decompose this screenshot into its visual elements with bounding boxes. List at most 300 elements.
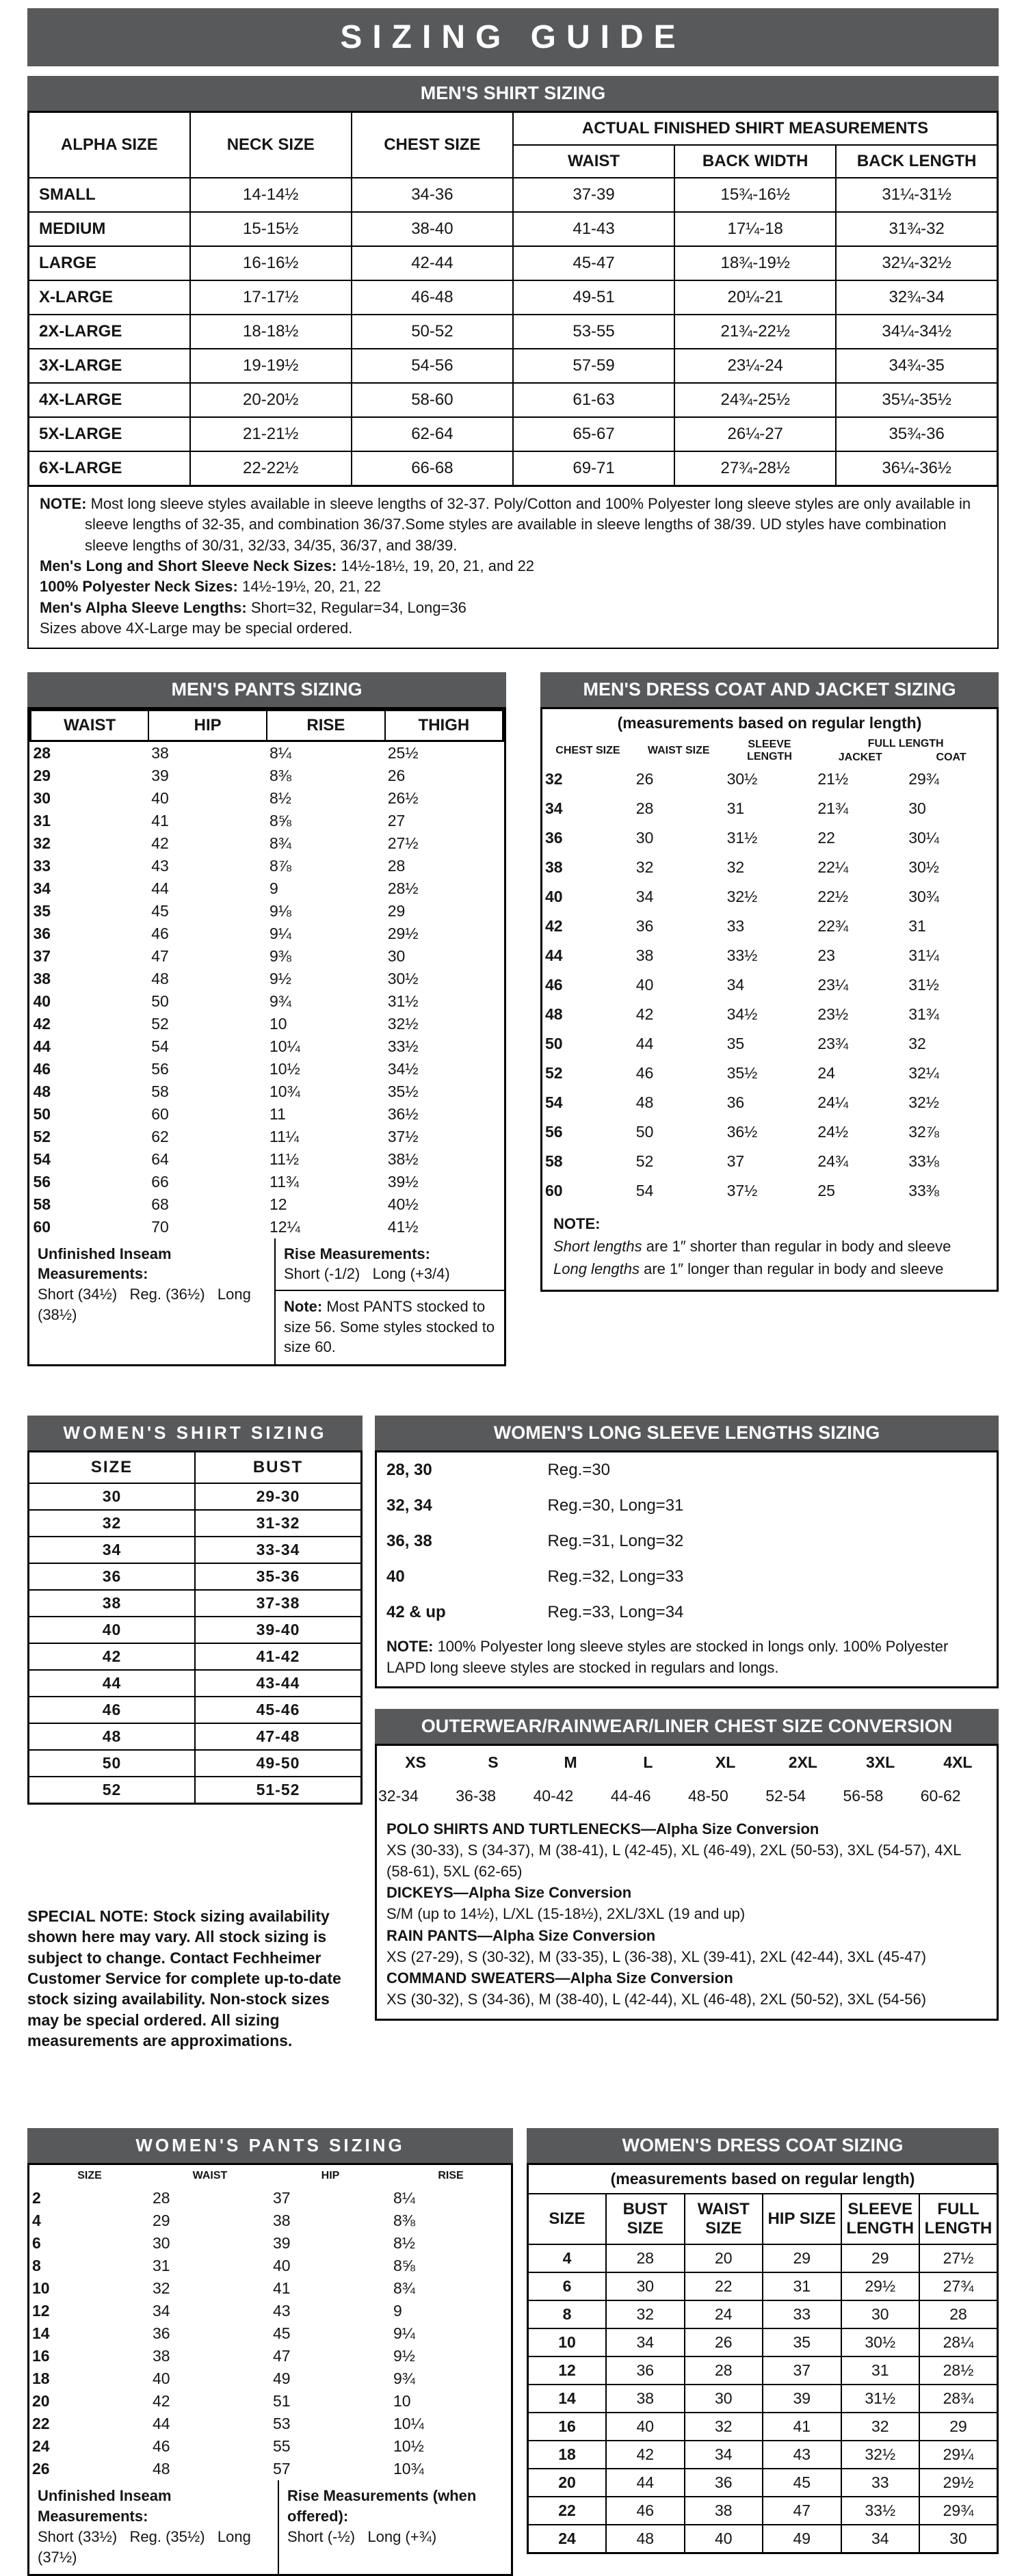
table-cell: 28½	[919, 2356, 998, 2385]
table-cell: 33	[33, 856, 51, 875]
table-cell: 6X-LARGE	[29, 451, 190, 486]
table-row	[528, 2244, 998, 2272]
column-header: 4XL	[943, 1753, 973, 1771]
table-cell: 23¼	[817, 975, 849, 994]
table-cell: 32	[153, 2279, 170, 2298]
table-row	[542, 1117, 997, 1147]
table-subtitle-row	[528, 2164, 998, 2194]
table-cell: 20¼-21	[674, 280, 836, 315]
note-emphasis: Short lengths	[553, 1237, 642, 1255]
womens-sleeve-table	[377, 1452, 997, 1630]
note-label: NOTE:	[40, 495, 87, 512]
table-cell: 12¼	[269, 1217, 300, 1236]
table-cell: 10	[32, 2279, 50, 2298]
table-cell: 23¾	[817, 1034, 849, 1052]
table-cell: 58	[33, 1195, 51, 1213]
table-row	[29, 451, 998, 486]
column-header: CHEST SIZE	[352, 112, 513, 178]
column-header: M	[564, 1753, 577, 1771]
table-cell: 9¾	[269, 992, 291, 1010]
table-cell: 23	[817, 946, 835, 964]
table-cell: 64	[151, 1150, 169, 1168]
table-cell: 31½	[726, 828, 758, 847]
table-cell: 45-46	[195, 1697, 362, 1723]
table-cell: 30½	[841, 2328, 920, 2356]
table-cell: 37-39	[513, 178, 674, 212]
column-header: WAIST	[192, 2170, 228, 2182]
table-row	[29, 315, 998, 349]
column-header: BACK WIDTH	[674, 145, 836, 178]
table-row	[31, 922, 503, 945]
rise-values: Short (-½) Long (+¾)	[287, 2527, 437, 2545]
column-header: FULL LENGTH	[919, 2194, 998, 2244]
table-row	[29, 2390, 511, 2413]
table-cell: 44-46	[610, 1786, 651, 1805]
table-row	[31, 787, 503, 810]
table-row	[542, 1029, 997, 1059]
table-cell: 25	[817, 1181, 835, 1199]
table-cell: 62	[151, 1127, 169, 1145]
table-cell: Reg.=31, Long=32	[547, 1531, 684, 1550]
table-cell: 29	[387, 901, 406, 920]
table-row	[542, 970, 997, 1000]
table-row	[528, 2328, 998, 2356]
table-cell: 37½	[387, 1127, 419, 1145]
note-line	[40, 618, 986, 639]
inseam-label: Unfinished Inseam Measurements:	[38, 2487, 172, 2525]
table-cell: 20	[528, 2469, 607, 2497]
table-cell: 24	[528, 2525, 607, 2553]
table-cell: 30	[153, 2234, 170, 2253]
table-cell: 29	[763, 2244, 841, 2272]
table-cell: 10¼	[269, 1037, 300, 1055]
table-cell: 47	[763, 2497, 841, 2525]
table-cell: 2	[32, 2189, 41, 2207]
table-cell: 28¾	[919, 2385, 998, 2413]
table-row	[29, 1670, 362, 1697]
table-cell: 14	[32, 2324, 50, 2343]
table-cell: 48	[33, 1082, 51, 1100]
womens-pants-section	[27, 2128, 513, 2576]
table-cell: 26¼-27	[674, 417, 836, 451]
table-row	[542, 941, 997, 970]
column-group-header: FULL LENGTH	[867, 737, 944, 749]
inseam-label: Unfinished Inseam Measurements:	[38, 1245, 172, 1283]
table-cell: 38	[29, 1590, 196, 1617]
table-cell: 10¼	[393, 2415, 424, 2433]
table-cell: 10	[393, 2392, 411, 2411]
rise-label: Rise Measurements (when offered):	[287, 2487, 477, 2525]
table-cell: 33⅛	[908, 1152, 939, 1170]
table-cell: 37	[726, 1152, 745, 1170]
womens-shirt-title: WOMEN'S SHIRT SIZING	[27, 1416, 363, 1450]
table-cell: 8⅝	[269, 811, 291, 829]
table-row	[377, 1488, 997, 1524]
table-cell: 25½	[387, 743, 419, 762]
table-cell: 21¾-22½	[674, 315, 836, 349]
column-group-header: ACTUAL FINISHED SHIRT MEASUREMENTS	[513, 112, 998, 146]
table-header-row	[377, 1746, 997, 1779]
mens-coat-table	[542, 709, 997, 1206]
table-cell: 32	[635, 858, 654, 876]
table-cell: 38-40	[352, 212, 513, 246]
table-cell: 33½	[841, 2497, 920, 2525]
table-row	[29, 2435, 511, 2458]
table-cell: 24¾-25½	[674, 383, 836, 417]
table-cell: 34	[726, 975, 745, 994]
table-row	[542, 1059, 997, 1088]
table-cell: 17¼-18	[674, 212, 836, 246]
table-cell: 23½	[817, 1005, 849, 1023]
table-cell: 9	[393, 2302, 402, 2320]
table-cell: 16-16½	[190, 246, 352, 280]
table-cell: 12	[528, 2356, 607, 2385]
table-cell: 37	[763, 2356, 841, 2385]
column-header: CHEST SIZE	[555, 744, 620, 756]
table-row	[377, 1559, 997, 1595]
table-row	[29, 1697, 362, 1723]
conversion-title: RAIN PANTS—Alpha Size Conversion	[386, 1926, 656, 1944]
table-cell: 58	[545, 1152, 563, 1170]
table-cell: 40	[29, 1617, 196, 1643]
table-cell: MEDIUM	[29, 212, 190, 246]
table-cell: 32	[545, 769, 563, 788]
table-cell: 32	[33, 834, 51, 852]
table-row	[31, 945, 503, 968]
table-cell: 36	[153, 2324, 170, 2343]
table-row	[542, 882, 997, 912]
table-subtitle: (measurements based on regular length)	[528, 2164, 998, 2194]
table-cell: 32½	[841, 2441, 920, 2469]
table-cell: 48	[635, 1093, 654, 1111]
table-cell: 28	[635, 799, 654, 817]
table-cell: 50-52	[352, 315, 513, 349]
table-row	[528, 2300, 998, 2328]
table-cell: 41½	[387, 1217, 419, 1236]
table-header-row	[542, 737, 997, 751]
table-cell: 10	[528, 2328, 607, 2356]
column-header: JACKET	[838, 751, 882, 763]
table-cell: 29½	[919, 2469, 998, 2497]
column-header: ALPHA SIZE	[29, 112, 190, 178]
table-cell: 33½	[387, 1037, 419, 1055]
mens-coat-title: MEN'S DRESS COAT AND JACKET SIZING	[540, 672, 999, 707]
column-header: RISE	[438, 2170, 464, 2182]
womens-pants-title: WOMEN'S PANTS SIZING	[27, 2128, 513, 2163]
womens-coat-title: WOMEN'S DRESS COAT SIZING	[527, 2128, 999, 2163]
table-cell: 42	[153, 2392, 170, 2411]
table-cell: 32	[726, 858, 745, 876]
table-cell: 10¾	[269, 1082, 300, 1100]
table-cell: 68	[151, 1195, 169, 1213]
table-cell: 30	[685, 2385, 763, 2413]
table-cell: 8¾	[269, 834, 291, 852]
table-cell: 37½	[726, 1181, 758, 1199]
conversion-title: COMMAND SWEATERS—Alpha Size Conversion	[386, 1969, 733, 1987]
table-cell: 18	[528, 2441, 607, 2469]
table-cell: 38	[635, 946, 654, 964]
table-cell: 9½	[269, 969, 291, 987]
table-cell: 9⅜	[269, 946, 291, 965]
table-cell: 6	[32, 2234, 41, 2253]
rise-measurements-cell	[276, 1238, 504, 1291]
table-cell: 43-44	[195, 1670, 362, 1697]
table-cell: 35	[33, 901, 51, 920]
table-cell: 62-64	[352, 417, 513, 451]
table-cell: 50	[635, 1122, 654, 1141]
table-cell: 22	[32, 2415, 50, 2433]
table-cell: 31	[841, 2356, 920, 2385]
table-cell: 30¼	[908, 828, 939, 847]
table-row	[29, 2232, 511, 2255]
table-subtitle: (measurements based on regular length)	[617, 713, 922, 732]
table-cell: 29	[841, 2244, 920, 2272]
conversion-text: XS (30-33), S (34-37), M (38-41), L (42-45), XL (46-49), 2XL (50-53), 3XL (54-57), 4XL (58-61), 5XL (62-65)	[386, 1841, 961, 1881]
table-cell: 30½	[908, 858, 939, 876]
rise-measurements	[279, 2480, 511, 2574]
table-cell: 10½	[393, 2437, 424, 2456]
table-cell: 27½	[387, 834, 419, 852]
table-cell: 37	[33, 946, 51, 965]
column-header: COAT	[936, 751, 966, 763]
table-cell: 31	[763, 2272, 841, 2300]
table-cell: 34	[606, 2328, 685, 2356]
table-cell: 29½	[841, 2272, 920, 2300]
table-cell: 30	[387, 946, 406, 965]
table-cell: 50	[33, 1104, 51, 1123]
table-row	[542, 794, 997, 823]
table-cell: 21½	[817, 769, 849, 788]
table-row	[31, 855, 503, 877]
table-cell: 20-20½	[190, 383, 352, 417]
table-cell: 29	[33, 766, 51, 784]
table-cell: 34	[33, 879, 51, 897]
table-cell: 30	[919, 2525, 998, 2553]
table-cell: 60-62	[920, 1786, 961, 1805]
table-cell: 8⅝	[393, 2257, 415, 2275]
note-label: NOTE:	[386, 1637, 434, 1655]
table-cell: 15-15½	[190, 212, 352, 246]
table-cell: 42	[635, 1005, 654, 1023]
rise-label: Rise Measurements:	[284, 1245, 430, 1262]
table-cell: 56	[33, 1172, 51, 1191]
table-cell: 28	[153, 2189, 170, 2207]
womens-shirt-section	[27, 1416, 363, 2067]
table-row	[542, 1147, 997, 1176]
table-cell: 30	[908, 799, 926, 817]
table-cell: 30¾	[908, 887, 939, 905]
table-cell: 26	[387, 766, 406, 784]
table-cell: Reg.=33, Long=34	[547, 1602, 684, 1621]
table-cell: 39	[151, 766, 169, 784]
table-cell: 8¼	[393, 2189, 415, 2207]
table-row	[29, 2345, 511, 2367]
table-cell: 35¼-35½	[836, 383, 997, 417]
table-row	[31, 1148, 503, 1171]
table-cell: 8¾	[393, 2279, 415, 2298]
table-cell: 22	[528, 2497, 607, 2525]
table-row	[542, 1176, 997, 1206]
table-cell: 34¼-34½	[836, 315, 997, 349]
special-note: SPECIAL NOTE: Stock sizing availability shown here may vary. All stock sizing is subject to change. Contact Fechheimer Customer Service for complete up-to-date stock sizing availability. Non-stock sizes may be special ordered. All sizing measurements are approximations.	[27, 1907, 341, 2050]
table-row	[31, 1103, 503, 1126]
table-cell: 40½	[387, 1195, 419, 1213]
table-cell: 10¾	[393, 2460, 424, 2478]
table-cell: 44	[33, 1037, 51, 1055]
table-row	[31, 900, 503, 922]
mens-pants-title: MEN'S PANTS SIZING	[27, 672, 506, 707]
rise-values: Short (-1/2) Long (+3/4)	[284, 1265, 450, 1283]
table-row	[542, 765, 997, 794]
table-cell: 40	[33, 992, 51, 1010]
table-cell: 41-42	[195, 1643, 362, 1670]
table-cell: 23¼-24	[674, 349, 836, 383]
table-cell: 31¼	[908, 946, 939, 964]
table-cell: 60	[151, 1104, 169, 1123]
table-cell: 31	[908, 916, 926, 935]
table-cell: 38	[153, 2347, 170, 2365]
table-cell: 40	[635, 975, 654, 994]
table-row	[29, 383, 998, 417]
conversion-title: POLO SHIRTS AND TURTLENECKS—Alpha Size Conversion	[386, 1820, 819, 1837]
note-text: Most long sleeve styles available in sleeve lengths of 32-37. Poly/Cotton and 100% Polyester long sleeve styles are only available in sleeve lengths of 32-35, and combination 36/37.Some styles are available in sleeve lengths of 38/39. UD styles have combination sleeve lengths of 30/31, 32/33, 34/35, 36/37, and 38/39.	[85, 495, 971, 554]
table-row	[528, 2441, 998, 2469]
table-cell: 9	[269, 879, 278, 897]
table-cell: 41	[151, 811, 169, 829]
column-header: HIP	[321, 2170, 340, 2182]
table-cell: 49	[763, 2525, 841, 2553]
table-cell: 45	[273, 2324, 291, 2343]
womens-sleeve-outerwear-column	[375, 1416, 999, 2067]
table-cell: 34	[841, 2525, 920, 2553]
table-cell: 8¼	[269, 743, 291, 762]
table-cell: 32¼	[908, 1063, 939, 1082]
table-row	[29, 1643, 362, 1670]
table-cell: 8½	[269, 788, 291, 807]
column-header: 3XL	[866, 1753, 895, 1771]
table-cell: X-LARGE	[29, 280, 190, 315]
table-cell: 29¼	[919, 2441, 998, 2469]
inseam-values: Short (34½) Reg. (36½) Long (38½)	[38, 1285, 255, 1323]
table-cell: LARGE	[29, 246, 190, 280]
outerwear-title: OUTERWEAR/RAINWEAR/LINER CHEST SIZE CONVERSION	[375, 1709, 999, 1744]
column-header: HIP	[148, 710, 267, 741]
table-cell: 34	[153, 2302, 170, 2320]
rise-measurements-cell	[279, 2480, 511, 2574]
table-cell: 5X-LARGE	[29, 417, 190, 451]
table-cell: 38½	[387, 1150, 419, 1168]
table-cell: 24¼	[817, 1093, 849, 1111]
table-cell: 26	[32, 2460, 50, 2478]
table-cell: 8½	[393, 2234, 415, 2253]
table-cell: 31¾	[908, 1005, 939, 1023]
column-header: SIZE	[77, 2170, 102, 2182]
table-header-row	[528, 2194, 998, 2244]
table-cell: 51	[273, 2392, 291, 2411]
table-row	[29, 212, 998, 246]
table-cell: 38	[273, 2212, 291, 2230]
table-cell: 52	[33, 1127, 51, 1145]
table-row	[29, 1617, 362, 1643]
table-cell: 47	[151, 946, 169, 965]
table-cell: 50	[151, 992, 169, 1010]
table-row	[29, 2413, 511, 2435]
table-row	[29, 178, 998, 212]
table-row	[31, 1171, 503, 1193]
table-cell: 34	[29, 1537, 196, 1563]
mens-pants-section	[27, 672, 506, 1366]
womens-sleeve-title: WOMEN'S LONG SLEEVE LENGTHS SIZING	[375, 1416, 999, 1450]
table-cell: 36	[635, 916, 654, 935]
table-cell: 18¾-19½	[674, 246, 836, 280]
womens-sleeve-note	[377, 1630, 997, 1686]
column-header: HIP SIZE	[763, 2194, 841, 2244]
table-row	[29, 349, 998, 383]
table-row	[29, 1750, 362, 1777]
note-label: Note:	[284, 1297, 323, 1315]
table-cell: 20	[32, 2392, 50, 2411]
table-cell: 34	[635, 887, 654, 905]
table-cell: 14-14½	[190, 178, 352, 212]
table-cell: 40	[153, 2369, 170, 2388]
table-cell: 54	[635, 1181, 654, 1199]
note-line	[553, 1235, 986, 1258]
table-cell: 34	[545, 799, 563, 817]
column-header: 2XL	[788, 1753, 817, 1771]
table-cell: 54	[545, 1093, 563, 1111]
table-cell: 54	[151, 1037, 169, 1055]
table-cell: 50	[545, 1034, 563, 1052]
table-cell: 24½	[817, 1122, 849, 1141]
womens-coat-table	[527, 2163, 999, 2554]
table-cell: 31½	[387, 992, 419, 1010]
table-cell: 31	[153, 2257, 170, 2275]
conversion-text: S/M (up to 14½), L/XL (15-18½), 2XL/3XL (19 and up)	[386, 1905, 746, 1923]
table-cell: 48	[606, 2525, 685, 2553]
table-cell: 66	[151, 1172, 169, 1191]
table-cell: 44	[153, 2415, 170, 2433]
conversion-item	[386, 1925, 987, 1967]
table-cell: 35½	[387, 1082, 419, 1100]
column-header: BUST SIZE	[606, 2194, 685, 2244]
table-row	[31, 1013, 503, 1035]
table-cell: 29¾	[908, 769, 939, 788]
table-row	[29, 1483, 362, 1510]
table-cell: 36	[685, 2469, 763, 2497]
table-row	[29, 280, 998, 315]
table-cell: 9⅛	[269, 901, 291, 920]
table-cell: 8⅜	[393, 2212, 415, 2230]
note-text: 14½-19½, 20, 21, 22	[237, 578, 382, 596]
table-cell: 31-32	[195, 1510, 362, 1537]
table-subtitle-row	[542, 709, 997, 737]
table-cell: 36¼-36½	[836, 451, 997, 486]
table-cell: 31	[726, 799, 745, 817]
table-cell: 70	[151, 1217, 169, 1236]
table-cell: 32½	[908, 1093, 939, 1111]
table-cell: 38	[545, 858, 563, 876]
table-cell: Reg.=30, Long=31	[547, 1496, 684, 1515]
table-cell: 58-60	[352, 383, 513, 417]
womens-pants-and-coat-section	[27, 2128, 999, 2576]
column-header: WAIST SIZE	[685, 2194, 763, 2244]
table-row	[31, 1035, 503, 1058]
table-cell: 35	[726, 1034, 745, 1052]
table-cell: 29¾	[919, 2497, 998, 2525]
table-row	[528, 2525, 998, 2553]
womens-shirt-and-outerwear-section	[27, 1416, 999, 2067]
table-cell: 40	[545, 887, 563, 905]
